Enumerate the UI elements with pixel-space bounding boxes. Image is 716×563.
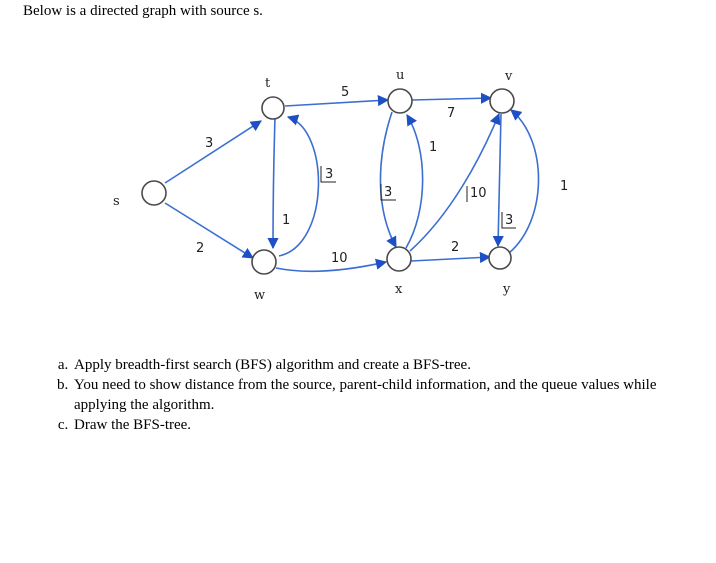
edge-s-t: [165, 121, 261, 183]
edge-v-y: [498, 114, 501, 246]
edge-t-w: [273, 117, 275, 248]
weight-x-y: 2: [451, 240, 460, 255]
node-y: [489, 247, 511, 269]
node-label-w: w: [254, 288, 266, 303]
node-v: [490, 89, 514, 113]
weight-t-u: 5: [341, 85, 350, 100]
weight-v-y: 3: [505, 213, 514, 228]
task-item-a: a. Apply breadth-first search (BFS) algorithm and create a BFS-tree.: [72, 355, 692, 375]
node-label-v: v: [505, 69, 513, 84]
node-x: [387, 247, 411, 271]
node-s: [142, 181, 166, 205]
edge-t-u: [285, 100, 388, 106]
weight-u-v: 7: [447, 106, 456, 121]
node-label-t: t: [265, 76, 271, 91]
node-w: [252, 250, 276, 274]
node-u: [388, 89, 412, 113]
weight-w-t: 3: [325, 167, 334, 182]
edge-x-u: [406, 115, 423, 248]
node-t: [262, 97, 284, 119]
edge-x-y: [411, 257, 490, 261]
weight-x-u: 1: [429, 140, 438, 155]
weight-y-v: 1: [560, 179, 569, 194]
node-label-x: x: [395, 282, 403, 297]
edge-u-v: [412, 98, 491, 100]
weight-x-v: 10: [470, 186, 487, 201]
task-list: [48, 355, 692, 435]
weight-s-w: 2: [196, 241, 205, 256]
edge-y-v: [509, 110, 539, 253]
node-label-u: u: [396, 68, 405, 83]
task-item-c: c. Draw the BFS-tree.: [72, 415, 692, 435]
intro-text: Below is a directed graph with source s.: [23, 3, 263, 19]
weight-s-t: 3: [205, 136, 214, 151]
task-item-b: b. You need to show distance from the source, parent-child information, and the queue values while applying the algorithm.: [72, 375, 692, 415]
weight-u-x: 3: [384, 185, 393, 200]
node-label-s: s: [113, 194, 120, 209]
edge-s-w: [165, 203, 253, 258]
edge-w-t: [279, 117, 318, 256]
weight-w-x: 10: [331, 251, 348, 266]
weight-t-w: 1: [282, 213, 291, 228]
node-label-y: y: [503, 282, 511, 297]
edge-u-x: [380, 112, 396, 247]
